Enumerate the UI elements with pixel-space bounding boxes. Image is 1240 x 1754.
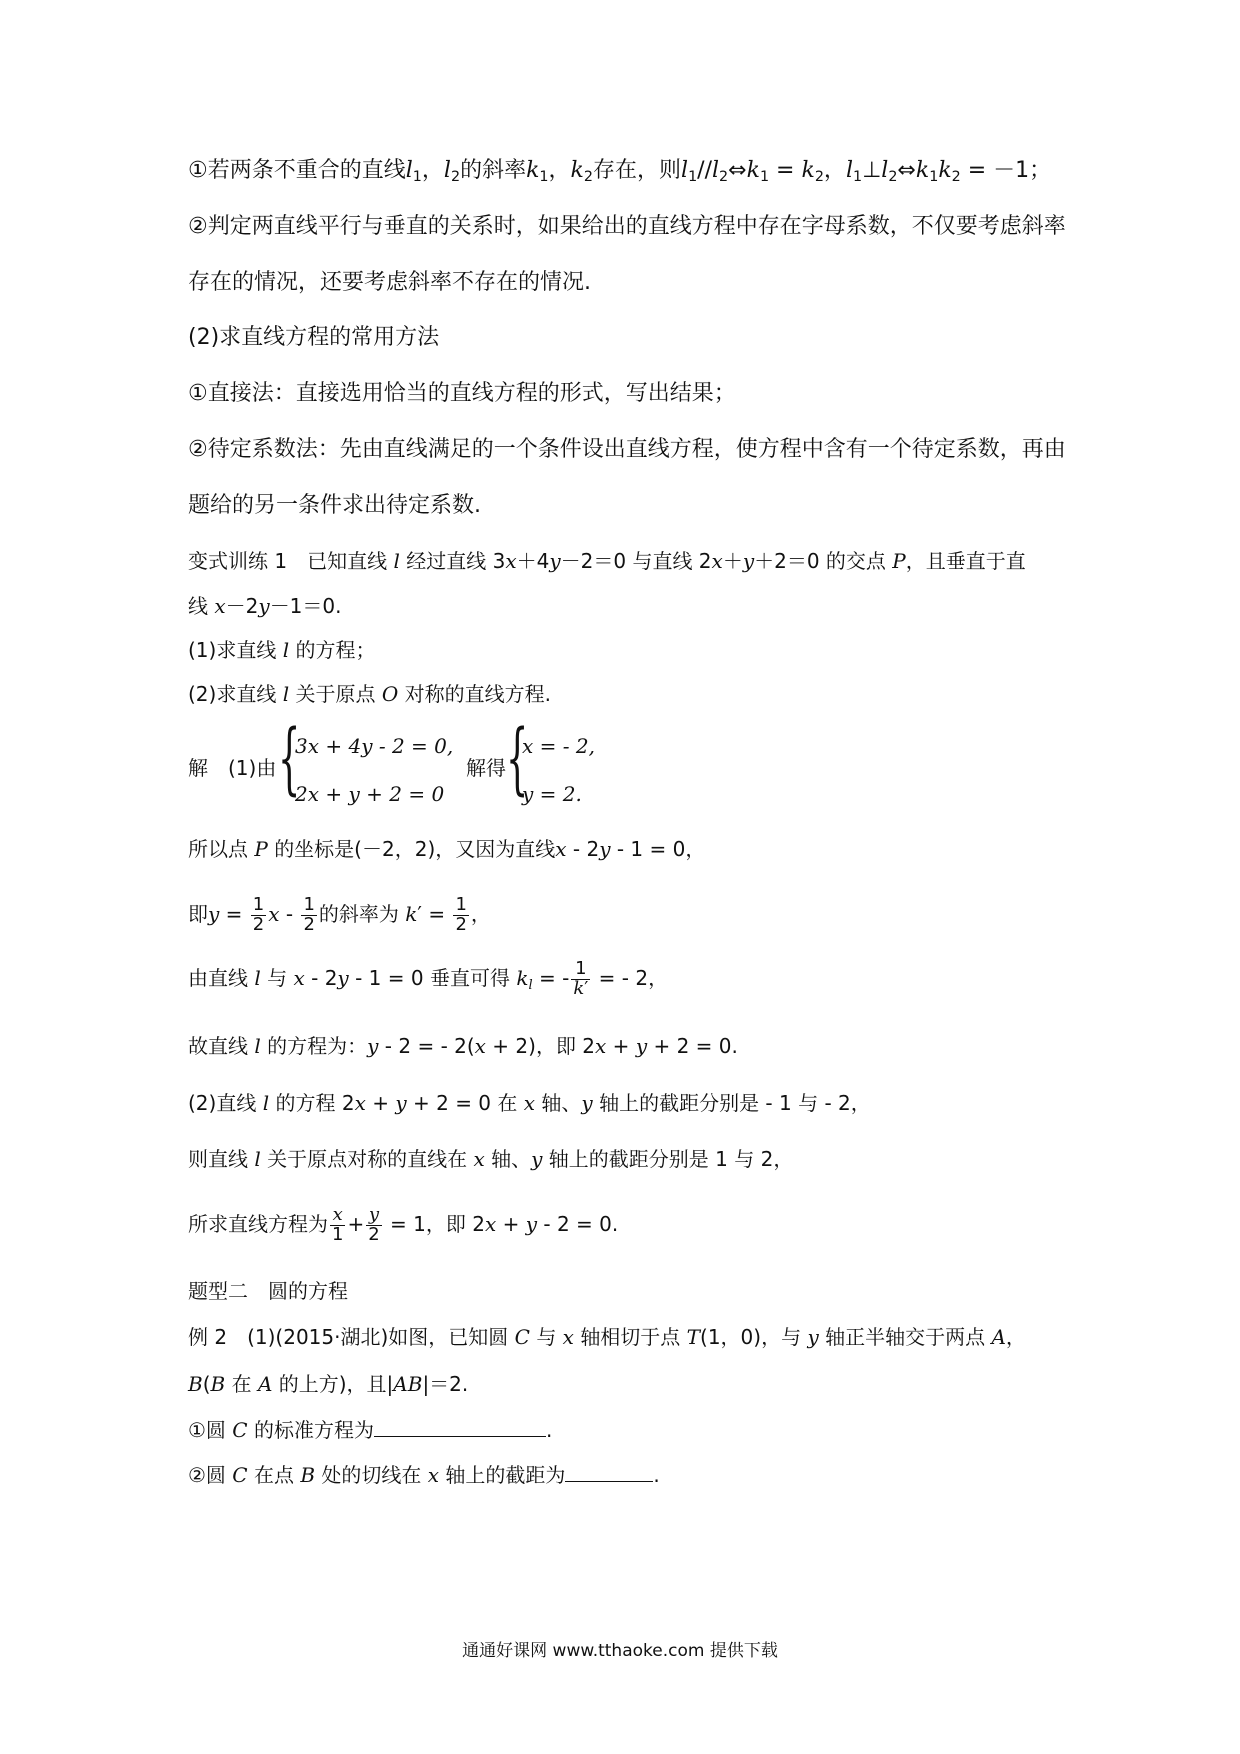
solve-label: 解得	[466, 756, 506, 780]
answer-blank-2[interactable]	[565, 1479, 653, 1482]
paragraph-parallel-perpendicular: ①若两条不重合的直线$l_1$，$l_2$的斜率$k_1$，$k_2$存在，则$l_1//l_2\Leftrightarrow k_1 = k_2$，$l_1\perp l_2\Leftrightarrow k_1k_2 = -1$；	[188, 158, 1052, 185]
paragraph-line: 题给的另一条件求出待定系数.	[188, 493, 481, 518]
solution-label: 解 (1)由	[188, 756, 277, 780]
system-equation-2: 2x + y + 2 = 0	[295, 782, 445, 806]
fraction-y-over-2: $\frac{y}{2}$	[368, 1204, 380, 1245]
left-brace-system-1: {	[278, 714, 301, 804]
fraction-one-over-k-prime: $\frac{1}{k'}$	[573, 958, 589, 999]
example-2-question-1: ①圆 C 的标准方程为 .	[188, 1418, 553, 1442]
fraction-one-half: $\frac{1}{2}$	[455, 894, 467, 935]
result-x: x = - 2,	[522, 734, 595, 758]
exercise-1-question-1: (1)求直线 l 的方程；	[188, 638, 376, 662]
solution-step-3: 由直线 l 与 x - 2y - 1 = 0 垂直可得 $k_l$ = - $\frac{1}{k'}$ = - 2，	[188, 958, 669, 999]
section-heading-circle-equation: 题型二 圆的方程	[188, 1279, 348, 1303]
fraction-one-half: $\frac{1}{2}$	[303, 894, 315, 935]
solution-step-5: (2)直线 l 的方程 2x + y + 2 = 0 在 x 轴、y 轴上的截距分别是 - 1 与 - 2，	[188, 1091, 871, 1115]
answer-blank-1[interactable]	[374, 1434, 546, 1437]
example-2-question-2: ②圆 C 在点 B 处的切线在 x 轴上的截距为 .	[188, 1463, 660, 1487]
example-2-line-2: B(B 在 A 的上方)，且|AB|＝2.	[188, 1372, 469, 1396]
result-y: y = 2.	[522, 782, 582, 806]
solution-step-2: 即y = $\frac{1}{2}$ x - $\frac{1}{2}$ 的斜率为 k′ = $\frac{1}{2}$ ，	[188, 894, 491, 935]
fraction-one-half: $\frac{1}{2}$	[252, 894, 265, 935]
left-brace-system-2: {	[506, 714, 529, 804]
paragraph-line: ②判定两直线平行与垂直的关系时，如果给出的直线方程中存在字母系数，不仅要考虑斜率	[188, 214, 1066, 239]
paragraph-line: ②待定系数法：先由直线满足的一个条件设出直线方程，使方程中含有一个待定系数，再由	[188, 437, 1066, 462]
solution-step-7: 所求直线方程为 $\frac{x}{1}$ + $\frac{y}{2}$ = 1，即 2x + y - 2 = 0.	[188, 1204, 619, 1245]
page-footer: 通通好课网 www.tthaoke.com 提供下载	[462, 1641, 778, 1661]
system-equation-1: 3x + 4y - 2 = 0,	[295, 734, 454, 758]
paragraph-line: ①直接法：直接选用恰当的直线方程的形式，写出结果；	[188, 381, 736, 406]
exercise-1-line-1: 变式训练 1 已知直线 l 经过直线 3x＋4y－2＝0 与直线 2x＋y＋2＝0 的交点 P，且垂直于直	[188, 549, 1026, 573]
example-2-line-1: 例 2 (1)(2015·湖北)如图，已知圆 C 与 x 轴相切于点 T(1，0)，与 y 轴正半轴交于两点 A，	[188, 1325, 1026, 1349]
paragraph-line: 存在的情况，还要考虑斜率不存在的情况.	[188, 270, 591, 295]
exercise-1-line-2: 线 x－2y－1＝0.	[188, 594, 342, 618]
solution-step-6: 则直线 l 关于原点对称的直线在 x 轴、y 轴上的截距分别是 1 与 2，	[188, 1147, 794, 1171]
subheading-methods: (2)求直线方程的常用方法	[188, 325, 440, 350]
fraction-x-over-1: $\frac{x}{1}$	[332, 1204, 344, 1245]
solution-step-1: 所以点 P 的坐标是(－2，2)，又因为直线x - 2y - 1 = 0，	[188, 837, 706, 861]
exercise-1-question-2: (2)求直线 l 关于原点 O 对称的直线方程.	[188, 682, 551, 706]
solution-step-4: 故直线 l 的方程为：y - 2 = - 2(x + 2)，即 2x + y + 2 = 0.	[188, 1034, 738, 1058]
